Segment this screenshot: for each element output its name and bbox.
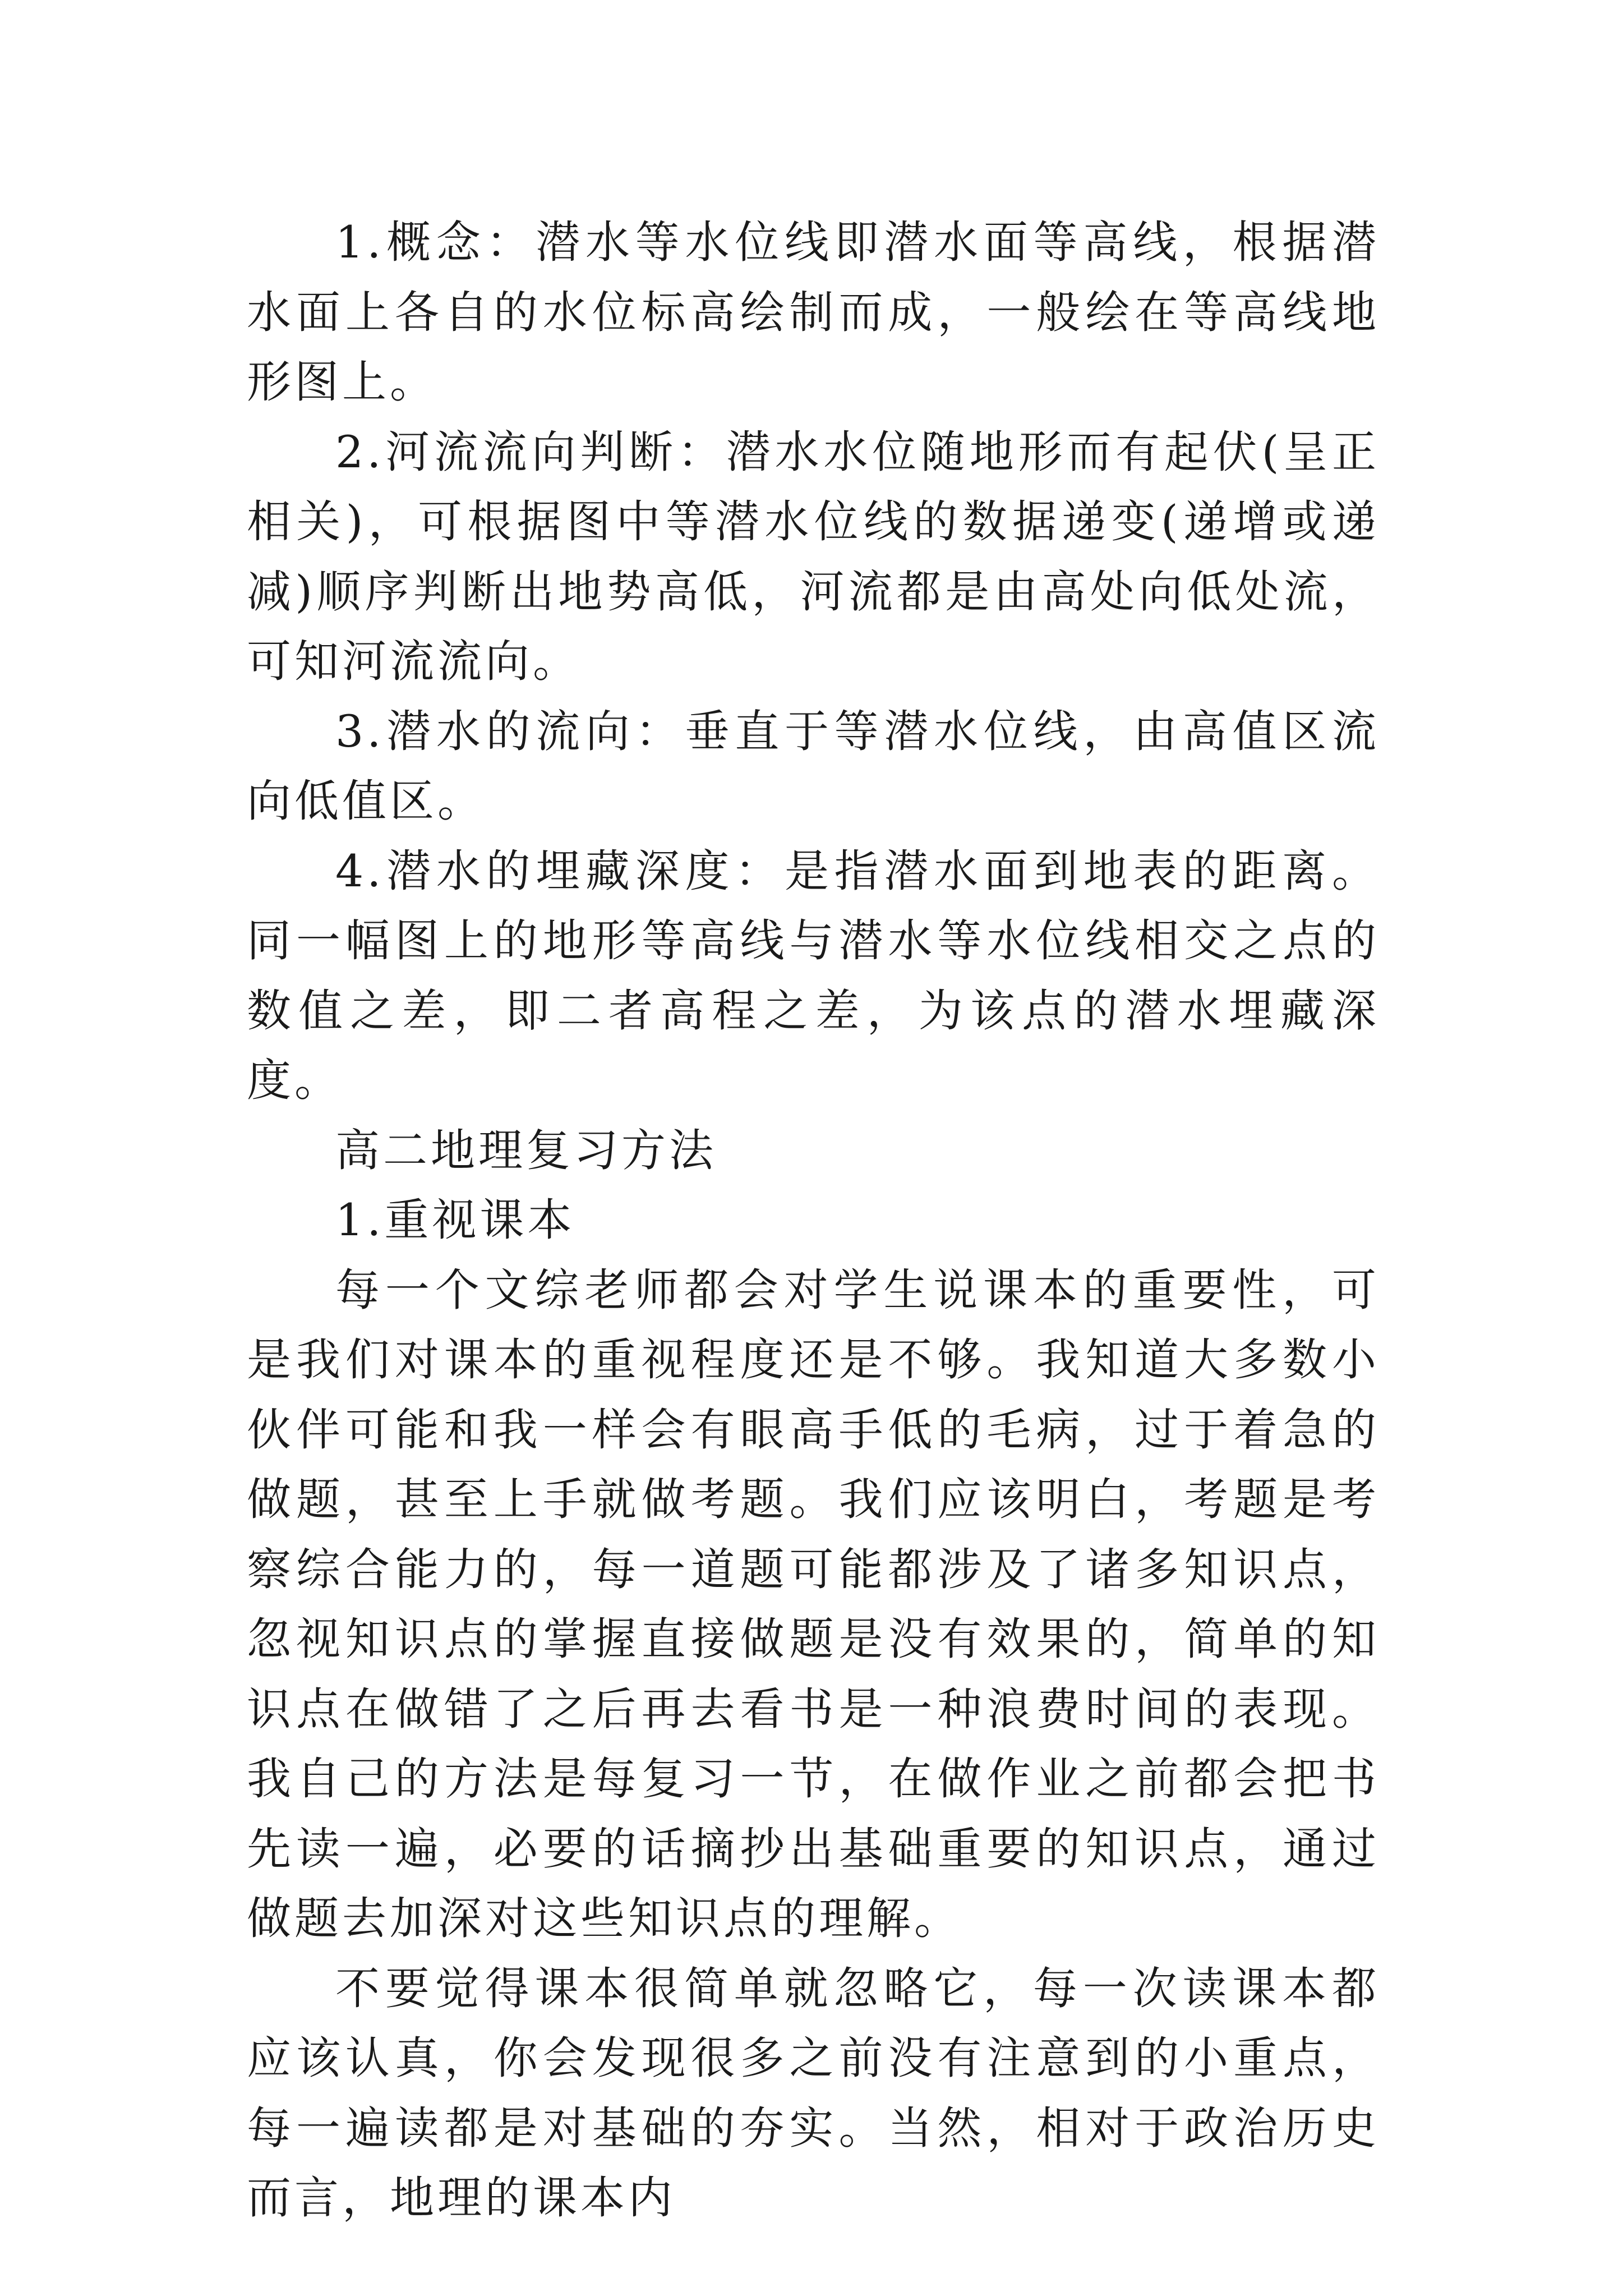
paragraph-burial-depth: 4.潜水的埋藏深度：是指潜水面到地表的距离。同一幅图上的地形等高线与潜水等水位线相交之点的数值之差，即二者高程之差，为该点的潜水埋藏深度。: [247, 845, 1380, 1106]
section-title: 高二地理复习方法: [335, 1124, 717, 1176]
paragraph-concept: 1.概念：潜水等水位线即潜水面等高线，根据潜水面上各自的水位标高绘制而成，一般绘在等高线地形图上。: [247, 217, 1380, 408]
subsection-title: 1.重视课本: [335, 1194, 575, 1246]
document-body: [247, 208, 1380, 2233]
paragraph-groundwater-flow: 3.潜水的流向：垂直于等潜水位线，由高值区流向低值区。: [247, 705, 1380, 827]
paragraph-river-direction: 2.河流流向判断：潜水水位随地形而有起伏(呈正相关)，可根据图中等潜水位线的数据递变(递增或递减)顺序判断出地势高低，河流都是由高处向低处流，可知河流流向。: [247, 426, 1380, 687]
paragraph-textbook-importance: 每一个文综老师都会对学生说课本的重要性，可是我们对课本的重视程度还是不够。我知道大多数小伙伴可能和我一样会有眼高手低的毛病，过于着急的做题，甚至上手就做考题。我们应该明白，考题是考察综合能力的，每一道题可能都涉及了诸多知识点，忽视知识点的掌握直接做题是没有效果的，简单的知识点在做错了之后再去看书是一种浪费时间的表现。我自己的方法是每复习一节，在做作业之前都会把书先读一遍，必要的话摘抄出基础重要的知识点，通过做题去加深对这些知识点的理解。: [247, 1264, 1380, 1944]
paragraph-textbook-reading: 不要觉得课本很简单就忽略它，每一次读课本都应该认真，你会发现很多之前没有注意到的小重点，每一遍读都是对基础的夯实。当然，相对于政治历史而言，地理的课本内: [247, 1962, 1380, 2224]
